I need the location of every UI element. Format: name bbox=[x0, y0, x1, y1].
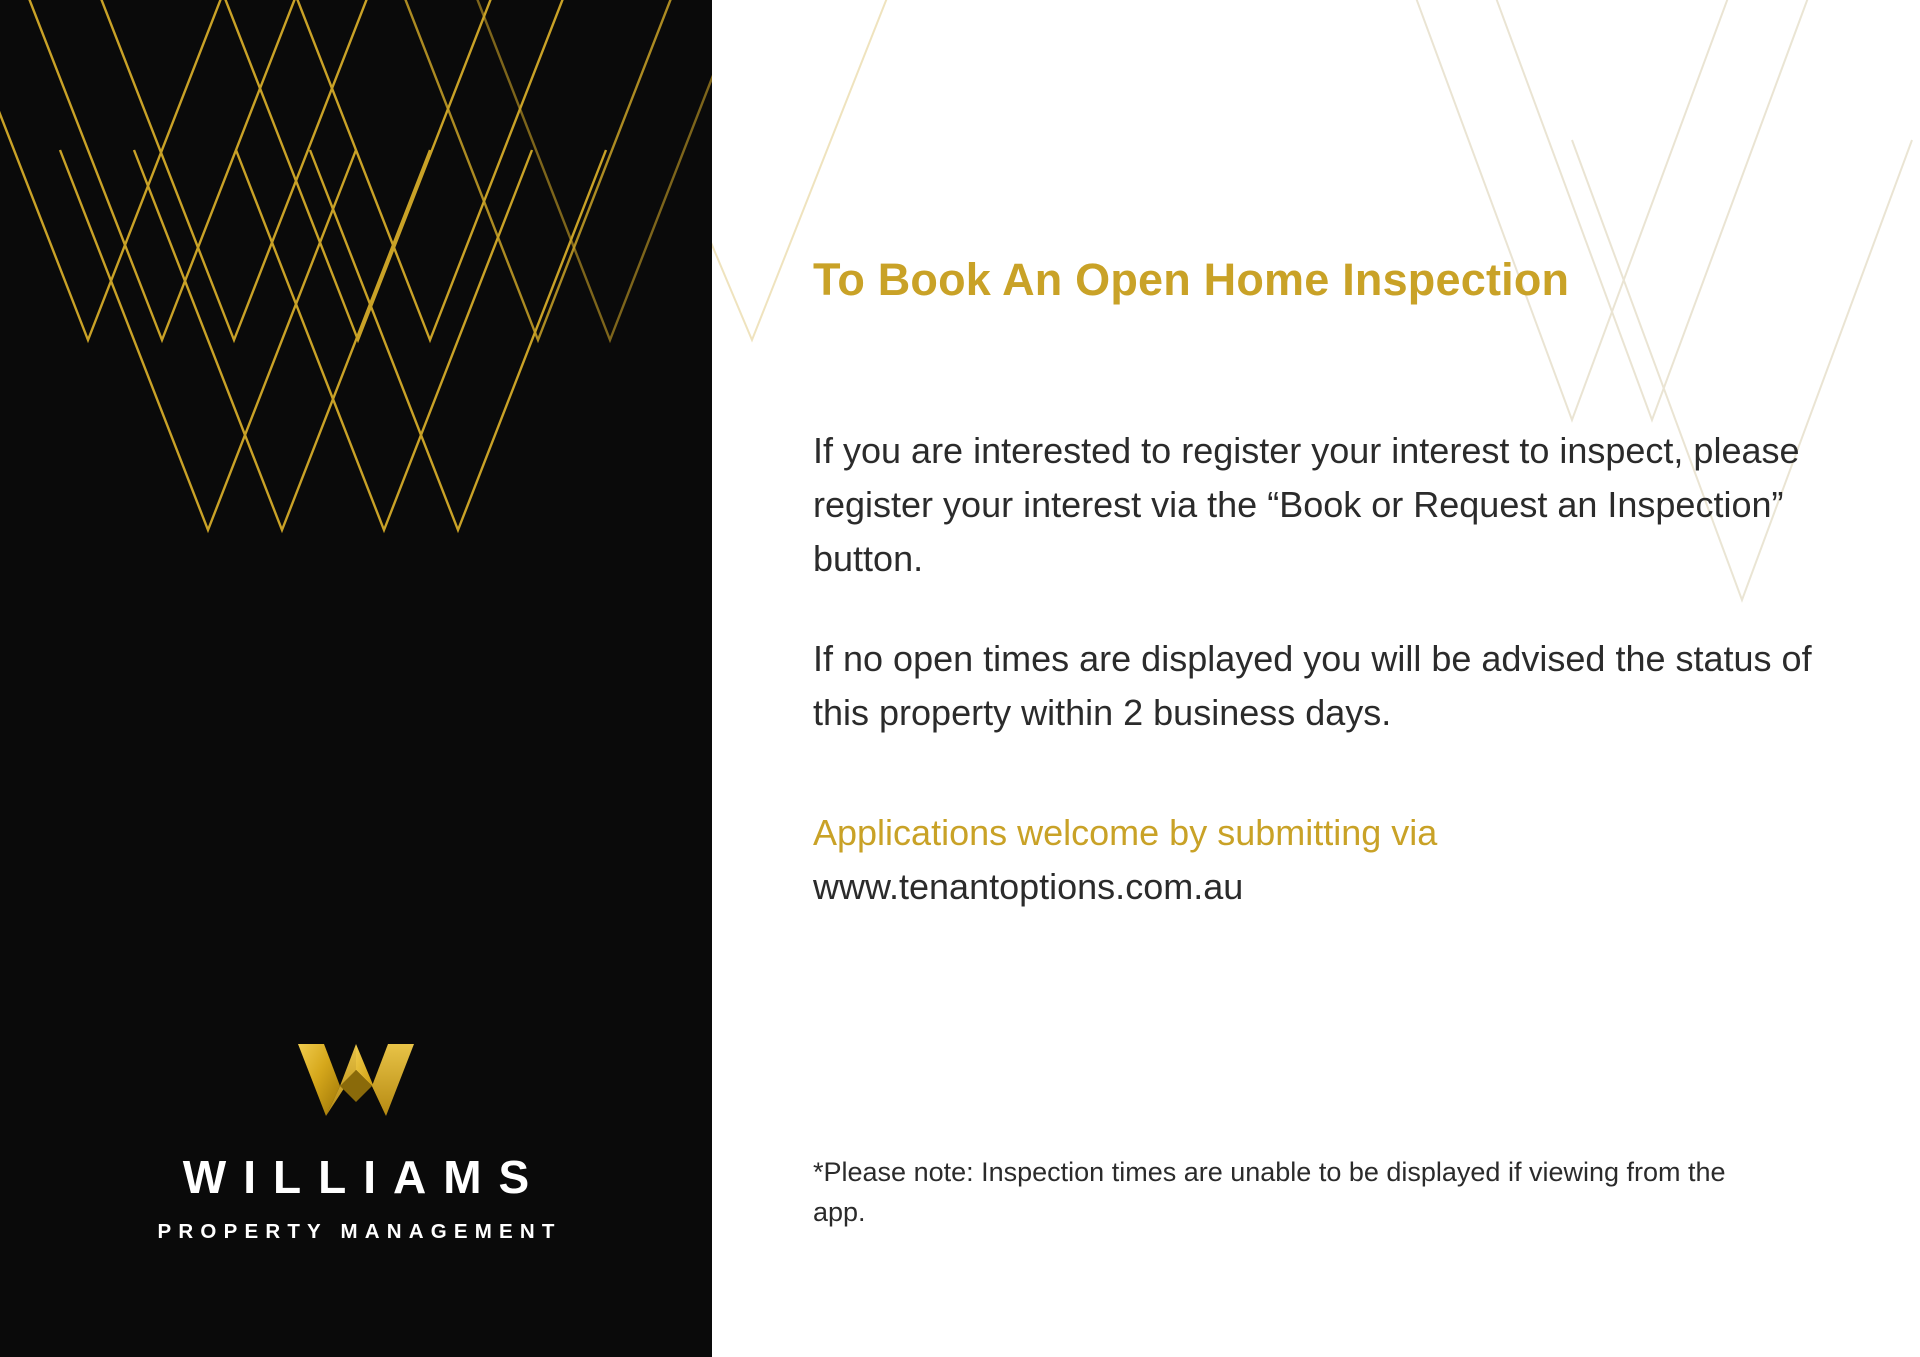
brand-panel bbox=[0, 0, 712, 1357]
footnote-app-notice: *Please note: Inspection times are unable to be displayed if viewing from the app. bbox=[813, 1157, 1726, 1227]
brand-tagline: PROPERTY MANAGEMENT bbox=[157, 1219, 562, 1243]
brand-name: WILLIAMS bbox=[182, 1150, 547, 1203]
applications-block bbox=[813, 806, 1437, 914]
applications-label: Applications welcome by submitting via bbox=[813, 812, 1438, 853]
content-panel bbox=[712, 0, 1920, 1357]
paragraph-no-open-times: If no open times are displayed you will be advised the status of this property within 2 business days. bbox=[813, 638, 1812, 733]
paragraph-register-interest: If you are interested to register your interest to inspect, please register your interest via the “Book or Request an Inspection” button. bbox=[813, 430, 1800, 579]
tenant-options-url[interactable]: www.tenantoptions.com.au bbox=[813, 866, 1244, 907]
brand-lockup bbox=[0, 1040, 712, 1243]
page-title: To Book An Open Home Inspection bbox=[813, 254, 1570, 306]
content-column bbox=[813, 0, 1823, 1357]
williams-w-monogram-icon bbox=[296, 1040, 416, 1132]
